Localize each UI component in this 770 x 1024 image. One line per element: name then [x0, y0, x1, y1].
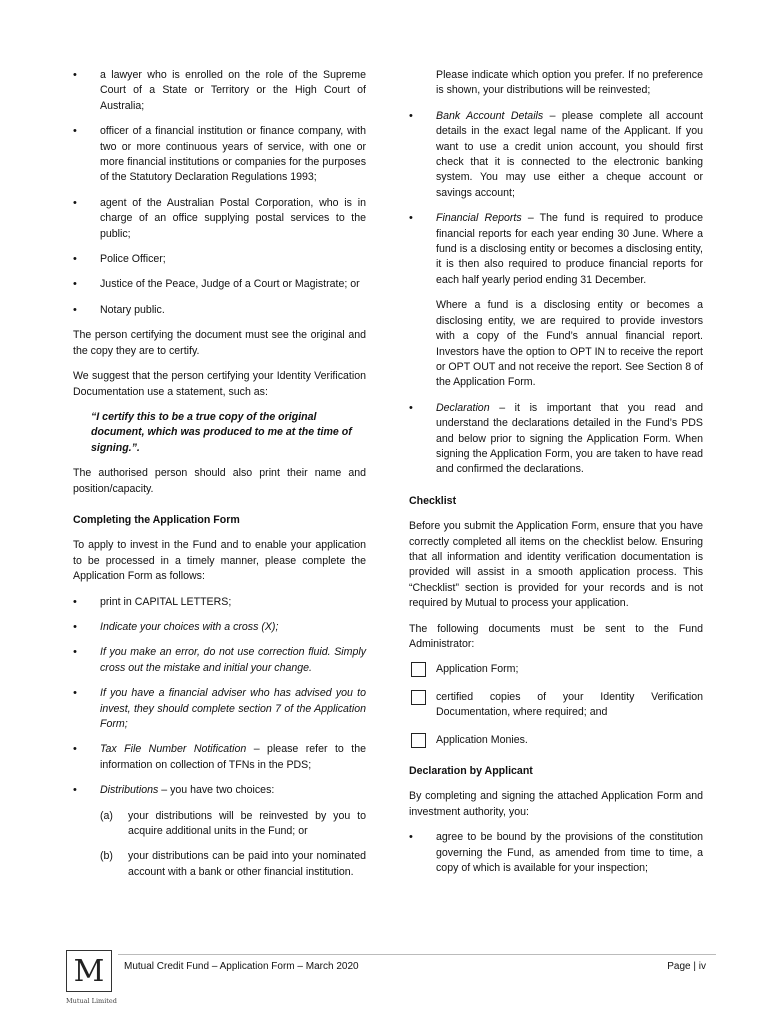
list-item: • If you have a financial adviser who has advised you to invest, they should complete section 7 of the Application Form; — [73, 686, 366, 732]
list-item — [73, 783, 366, 798]
mutual-logo: M — [66, 950, 112, 992]
sub-item-label: (a) — [100, 809, 113, 822]
logo-caption: Mutual Limited — [66, 997, 117, 1005]
footer-title: Mutual Credit Fund – Application Form – March 2020 — [124, 961, 359, 972]
checkbox[interactable] — [411, 690, 426, 705]
item-label: Declaration — [436, 401, 490, 414]
item-label: Bank Account Details — [436, 109, 544, 122]
item-text: – you have two choices: — [158, 784, 275, 797]
sub-item — [73, 849, 366, 880]
list-item — [409, 401, 703, 478]
checklist-item — [409, 733, 703, 748]
list-item: • agent of the Australian Postal Corporation, who is in charge of an office supplying postal services to the public; — [73, 196, 366, 242]
item-label: Distributions — [100, 784, 159, 797]
sub-item-label: (b) — [100, 850, 113, 863]
item-text: – please complete all account details in the exact legal name of the Applicant. If you want to use a credit union account, you should first check that it is connected to the electronic banking system. You may use either a cheque account or savings account; — [436, 109, 703, 199]
certification-quote: “I certify this to be a true copy of the original document, which was produced to me at the time of signing.”. — [91, 410, 352, 454]
paragraph: The person certifying the document must see the original and the copy they are to certify. — [73, 329, 366, 357]
item-text: – The fund is required to produce financial reports for each year ending 30 June. Where a fund is a disclosing entity or becomes a disclosing entity, it is then also required to produce financial reports for each half yearly period ending 31 December. — [436, 212, 703, 286]
list-item: • Police Officer; — [73, 252, 366, 267]
checklist-item-text: Application Monies. — [436, 733, 528, 746]
sub-item — [73, 809, 366, 840]
paragraph: We suggest that the person certifying your Identity Verification Documentation use a statement, such as: — [73, 370, 366, 398]
checklist-item — [409, 662, 703, 677]
list-item — [73, 742, 366, 773]
checklist — [409, 662, 703, 748]
paragraph: The following documents must be sent to the Fund Administrator: — [409, 622, 703, 650]
item-label: Tax File Number Notification — [100, 743, 247, 756]
list-item: • a lawyer who is enrolled on the role of the Supreme Court of a State or Territory or the High Court of Australia; — [73, 68, 366, 114]
sub-item-text: your distributions will be reinvested by you to acquire additional units in the Fund; or — [128, 809, 366, 838]
item-text: – it is important that you read and understand the declarations detailed in the Fund’s PDS and below prior to signing the Application Form. When signing the Application Form, you are taken to have read and confirmed the declarations. — [436, 401, 703, 476]
paragraph: By completing and signing the attached Application Form and investment authority, you: — [409, 790, 703, 818]
checkbox[interactable] — [411, 662, 426, 677]
sub-item-text: your distributions can be paid into your nominated account with a bank or other financial institution. — [128, 850, 366, 878]
right-column — [409, 68, 703, 886]
paragraph: The authorised person should also print their name and position/capacity. — [73, 467, 366, 495]
list-item: • print in CAPITAL LETTERS; — [73, 595, 366, 610]
paragraph: Please indicate which option you prefer. If no preference is shown, your distributions will be reinvested; — [436, 69, 703, 97]
certifier-list — [73, 68, 366, 318]
list-item: • Notary public. — [73, 303, 366, 318]
list-item: • Justice of the Peace, Judge of a Court or Magistrate; or — [73, 277, 366, 292]
section-heading: Declaration by Applicant — [409, 765, 533, 778]
paragraph: To apply to invest in the Fund and to enable your application to be processed in a timely manner, please complete the Application Form as follows: — [73, 539, 366, 583]
list-item: • officer of a financial institution or finance company, with two or more continuous years of service, with one or more financial institutions or companies for the purposes of the Statutory Declaration Regulations 1993; — [73, 124, 366, 186]
section-heading: Completing the Application Form — [73, 513, 240, 526]
page-number: Page | iv — [667, 961, 706, 972]
footer-divider — [118, 954, 716, 955]
section-heading: Checklist — [409, 494, 457, 507]
checklist-item — [409, 690, 703, 721]
checkbox[interactable] — [411, 733, 426, 748]
paragraph: Before you submit the Application Form, ensure that you have correctly completed all items on the checklist below. Ensuring that all information and identity verification documentation is provided will assist in a smooth application process. This “Checklist” section is provided for your records and is not required by Mutual to process your application. — [409, 520, 703, 610]
item-label: Financial Reports — [436, 212, 522, 225]
list-item: • agree to be bound by the provisions of the constitution governing the Fund, as amended from time to time, a copy of which is available for your inspection; — [409, 830, 703, 876]
item-text: – please refer to the information on collection of TFNs in the PDS; — [100, 743, 367, 771]
list-item — [409, 211, 703, 288]
paragraph: Where a fund is a disclosing entity or becomes a disclosing entity, we are required to provide investors with a copy of the Fund’s annual financial report. Investors have the option to OPT IN to receive the report or OPT OUT and not receive the report. See Section 8 of the Application Form. — [436, 299, 703, 389]
checklist-item-text: Application Form; — [436, 663, 519, 676]
checklist-item-text: certified copies of your Identity Verification Documentation, where required; and — [436, 690, 703, 719]
left-column — [73, 68, 366, 890]
list-item — [409, 109, 703, 201]
instruction-list — [73, 595, 366, 799]
list-item: • Indicate your choices with a cross (X); — [73, 620, 366, 635]
page-footer — [66, 950, 716, 1005]
list-item: • If you make an error, do not use correction fluid. Simply cross out the mistake and initial your change. — [73, 645, 366, 676]
